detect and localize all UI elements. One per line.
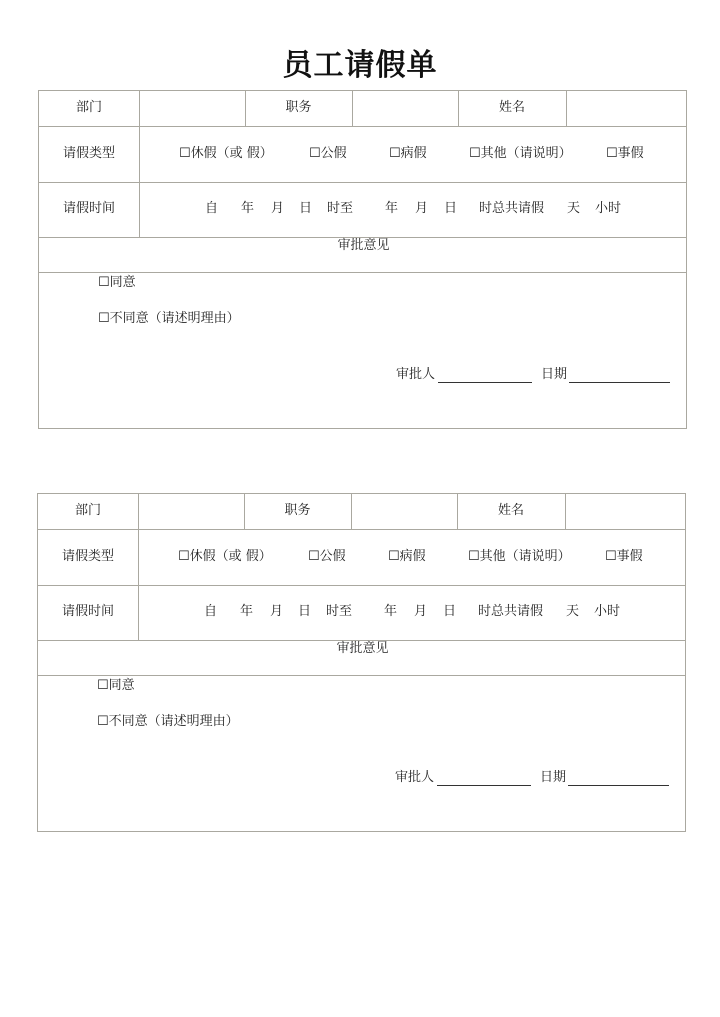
leave-time-part: 年 <box>385 201 399 216</box>
row-divider <box>38 585 685 586</box>
dept-label: 部门 <box>75 100 102 115</box>
name-input[interactable] <box>566 494 686 529</box>
leave-type-checkbox[interactable]: ☐事假 <box>605 549 643 564</box>
leave-time-part: 自 <box>204 604 218 619</box>
leave-time-part: 时总共请假 <box>479 201 545 216</box>
name-input[interactable] <box>567 91 687 126</box>
disagree-checkbox[interactable]: ☐不同意（请述明理由） <box>98 311 240 326</box>
leave-time-part: 年 <box>241 201 255 216</box>
leave-time-part: 小时 <box>595 201 622 216</box>
leave-time-part: 日 <box>298 604 312 619</box>
date-line[interactable] <box>568 771 669 786</box>
leave-type-checkbox[interactable]: ☐病假 <box>389 146 427 161</box>
leave-type-label: 请假类型 <box>62 146 115 161</box>
leave-time-part: 日 <box>443 604 457 619</box>
leave-time-part: 时至 <box>326 604 353 619</box>
approver-label: 审批人 <box>395 770 435 785</box>
position-input[interactable] <box>352 494 457 529</box>
leave-form-1 <box>38 90 687 429</box>
leave-type-checkbox[interactable]: ☐公假 <box>308 549 346 564</box>
row-divider <box>38 529 685 530</box>
name-label: 姓名 <box>498 100 525 115</box>
leave-time-part: 日 <box>444 201 458 216</box>
leave-time-part: 月 <box>415 201 429 216</box>
leave-type-label: 请假类型 <box>61 549 114 564</box>
leave-time-part: 自 <box>205 201 219 216</box>
approver-signature-line[interactable] <box>437 771 531 786</box>
leave-time-part: 小时 <box>594 604 621 619</box>
leave-time-part: 时总共请假 <box>478 604 544 619</box>
date-label: 日期 <box>541 367 568 382</box>
dept-input[interactable] <box>140 91 245 126</box>
position-label: 职务 <box>285 100 312 115</box>
approval-header: 审批意见 <box>337 238 390 253</box>
page-title: 员工请假单 <box>282 48 438 83</box>
date-line[interactable] <box>569 368 670 383</box>
leave-time-part: 日 <box>299 201 313 216</box>
disagree-checkbox[interactable]: ☐不同意（请述明理由） <box>97 714 239 729</box>
dept-input[interactable] <box>139 494 244 529</box>
leave-time-part: 月 <box>270 604 284 619</box>
leave-type-checkbox[interactable]: ☐其他（请说明） <box>468 549 571 564</box>
approver-label: 审批人 <box>396 367 436 382</box>
row-divider <box>39 272 686 273</box>
leave-time-part: 年 <box>384 604 398 619</box>
leave-time-part: 天 <box>567 201 581 216</box>
col-divider <box>138 529 139 640</box>
leave-type-checkbox[interactable]: ☐病假 <box>388 549 426 564</box>
leave-time-label: 请假时间 <box>61 604 114 619</box>
leave-time-part: 时至 <box>327 201 354 216</box>
agree-checkbox[interactable]: ☐同意 <box>98 275 136 290</box>
leave-type-checkbox[interactable]: ☐休假（或 假） <box>178 549 272 564</box>
leave-type-checkbox[interactable]: ☐其他（请说明） <box>469 146 572 161</box>
approval-header: 审批意见 <box>336 641 389 656</box>
dept-label: 部门 <box>74 503 101 518</box>
date-label: 日期 <box>540 770 567 785</box>
leave-type-checkbox[interactable]: ☐休假（或 假） <box>179 146 273 161</box>
leave-form-2 <box>37 493 686 832</box>
leave-time-part: 月 <box>271 201 285 216</box>
row-divider <box>38 675 685 676</box>
leave-time-part: 年 <box>240 604 254 619</box>
position-label: 职务 <box>284 503 311 518</box>
row-divider <box>39 126 686 127</box>
leave-time-part: 月 <box>414 604 428 619</box>
col-divider <box>139 126 140 237</box>
leave-time-label: 请假时间 <box>62 201 115 216</box>
leave-time-part: 天 <box>566 604 580 619</box>
leave-type-checkbox[interactable]: ☐公假 <box>309 146 347 161</box>
leave-type-checkbox[interactable]: ☐事假 <box>606 146 644 161</box>
name-label: 姓名 <box>497 503 524 518</box>
agree-checkbox[interactable]: ☐同意 <box>97 678 135 693</box>
position-input[interactable] <box>353 91 458 126</box>
row-divider <box>39 182 686 183</box>
approver-signature-line[interactable] <box>438 368 532 383</box>
